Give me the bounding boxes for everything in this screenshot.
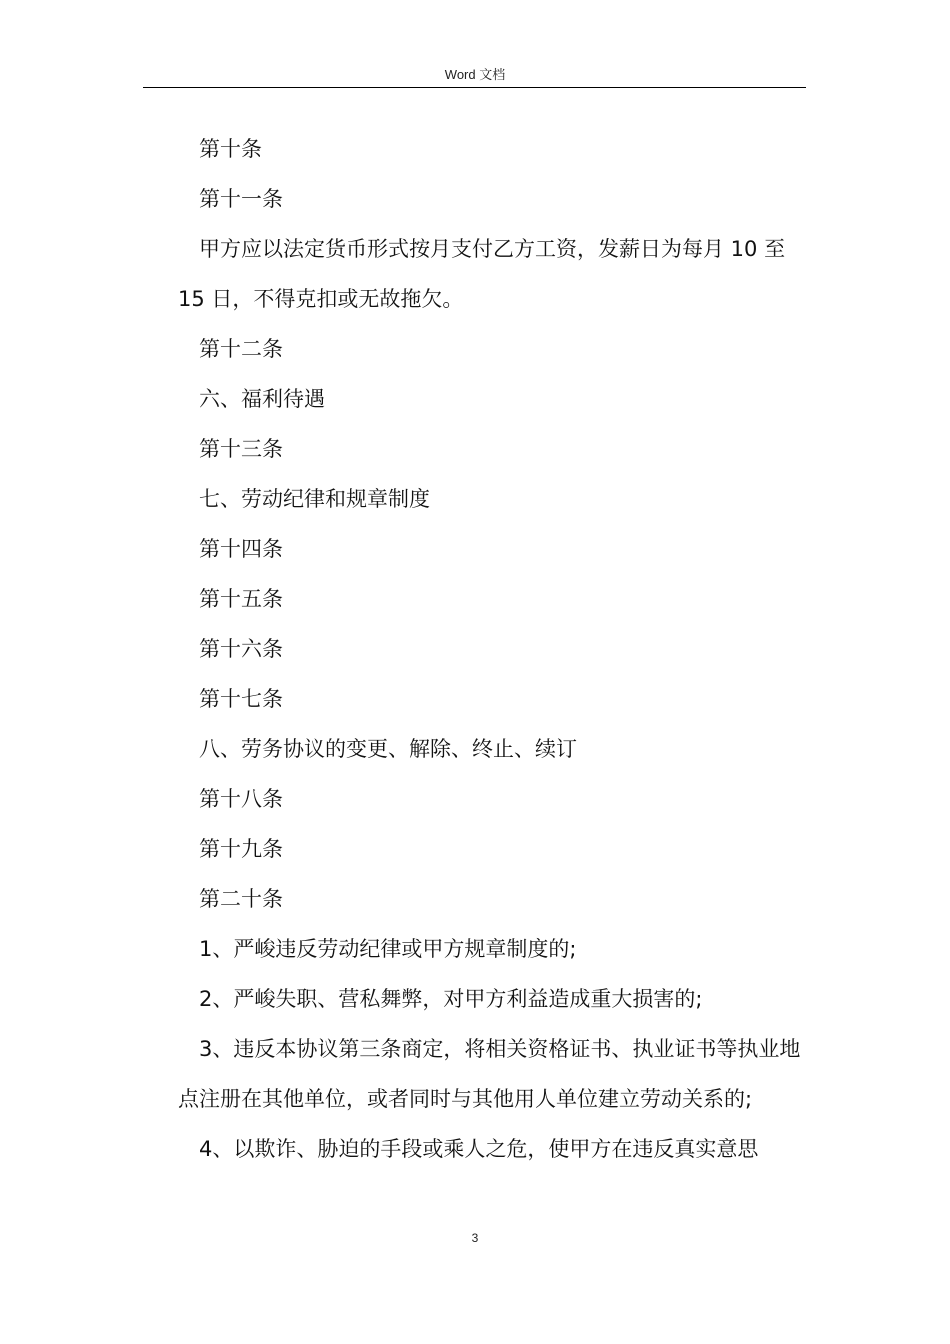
document-body — [178, 124, 808, 1174]
paragraph: 第十条 — [199, 137, 262, 161]
paragraph: 第十三条 — [199, 437, 283, 461]
list-item: 3、违反本协议第三条商定，将相关资格证书、执业证书等执业地点注册在其他单位，或者同时与其他用人单位建立劳动关系的; — [178, 1037, 801, 1111]
list-item: 2、严峻失职、营私舞弊，对甲方利益造成重大损害的; — [199, 987, 703, 1011]
page-number: 3 — [471, 1231, 479, 1245]
list-item: 4、以欺诈、胁迫的手段或乘人之危，使甲方在违反真实意思 — [199, 1137, 759, 1161]
paragraph: 第十七条 — [199, 687, 283, 711]
section-heading: 七、劳动纪律和规章制度 — [199, 487, 430, 511]
paragraph: 第十六条 — [199, 637, 283, 661]
section-heading: 八、劳务协议的变更、解除、终止、续订 — [199, 737, 577, 761]
paragraph: 第十二条 — [199, 337, 283, 361]
paragraph: 第二十条 — [199, 887, 283, 911]
paragraph: 第十八条 — [199, 787, 283, 811]
paragraph: 甲方应以法定货币形式按月支付乙方工资，发薪日为每月 10 至 15 日，不得克扣或无故拖欠。 — [178, 237, 792, 311]
paragraph: 第十九条 — [199, 837, 283, 861]
list-item: 1、严峻违反劳动纪律或甲方规章制度的; — [199, 937, 577, 961]
header-title: Word 文档 — [444, 67, 506, 82]
paragraph: 第十四条 — [199, 537, 283, 561]
section-heading: 六、福利待遇 — [199, 387, 325, 411]
paragraph: 第十一条 — [199, 187, 283, 211]
header-divider — [143, 87, 806, 88]
paragraph: 第十五条 — [199, 587, 283, 611]
